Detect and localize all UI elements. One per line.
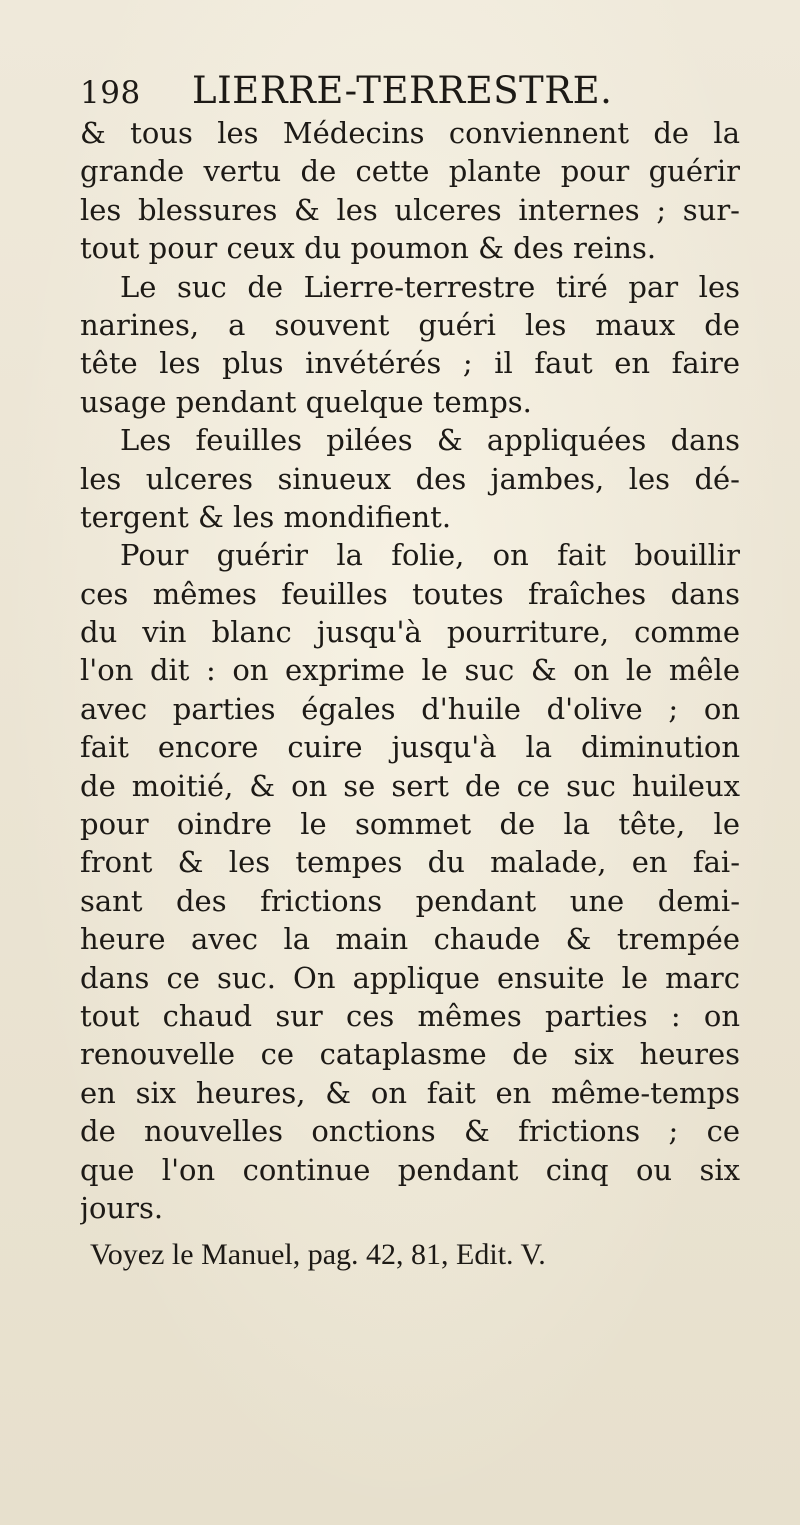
text-line: les ulceres sinueux des jambes, les dé- (80, 461, 740, 496)
text-line: usage pendant quelque temps. (80, 384, 532, 419)
text-line: ces mêmes feuilles toutes fraîches dans (80, 576, 740, 611)
text-line: heure avec la main chaude & trempée (80, 922, 740, 957)
text-line: & tous les Médecins conviennent de la (80, 116, 740, 150)
text-line: fait encore cuire jusqu'à la diminution (80, 730, 740, 765)
text-line: en six heures, & on fait en même-temps (80, 1075, 740, 1110)
text-line: du vin blanc jusqu'à pourriture, comme (80, 615, 740, 650)
page-number: 198 (80, 75, 141, 111)
text-line: jours. (80, 1190, 164, 1225)
text-line: dans ce suc. On applique ensuite le marc (80, 960, 740, 995)
text-line: que l'on continue pendant cinq ou six (80, 1152, 740, 1187)
text-line: avec parties égales d'huile d'olive ; on (80, 691, 740, 726)
text-line: tout pour ceux du poumon & des reins. (80, 231, 657, 266)
text-line: pour oindre le sommet de la tête, le (80, 807, 740, 842)
text-line: tout chaud sur ces mêmes parties : on (80, 998, 740, 1033)
paragraph-start-line: Les feuilles pilées & appliquées dans (120, 423, 740, 458)
page-text (80, 68, 740, 1275)
text-line: front & les tempes du malade, en fai- (80, 845, 740, 880)
text-line: de moitié, & on se sert de ce suc huileux (80, 768, 740, 803)
text-line: tête les plus invétérés ; il faut en faire (80, 346, 740, 381)
text-line: sant des frictions pendant une demi- (80, 883, 740, 918)
text-line: tergent & les mondifient. (80, 499, 452, 534)
text-line: les blessures & les ulceres internes ; sur- (80, 192, 740, 227)
text-line: de nouvelles onctions & frictions ; ce (80, 1114, 740, 1149)
text-line: grande vertu de cette plante pour guérir (80, 154, 740, 189)
reference-note: Voyez le Manuel, pag. 42, 81, Edit. V. (90, 1238, 546, 1272)
text-line: l'on dit : on exprime le suc & on le mêle (80, 653, 740, 688)
running-header (80, 68, 740, 114)
text-line: narines, a souvent guéri les maux de (80, 307, 740, 342)
running-title: LIERRE-TERRESTRE. (192, 69, 613, 112)
paragraph-start-line: Pour guérir la folie, on fait bouillir (120, 538, 740, 573)
text-line: renouvelle ce cataplasme de six heures (80, 1037, 740, 1072)
paragraph-start-line: Le suc de Lierre-terrestre tiré par les (120, 269, 740, 304)
